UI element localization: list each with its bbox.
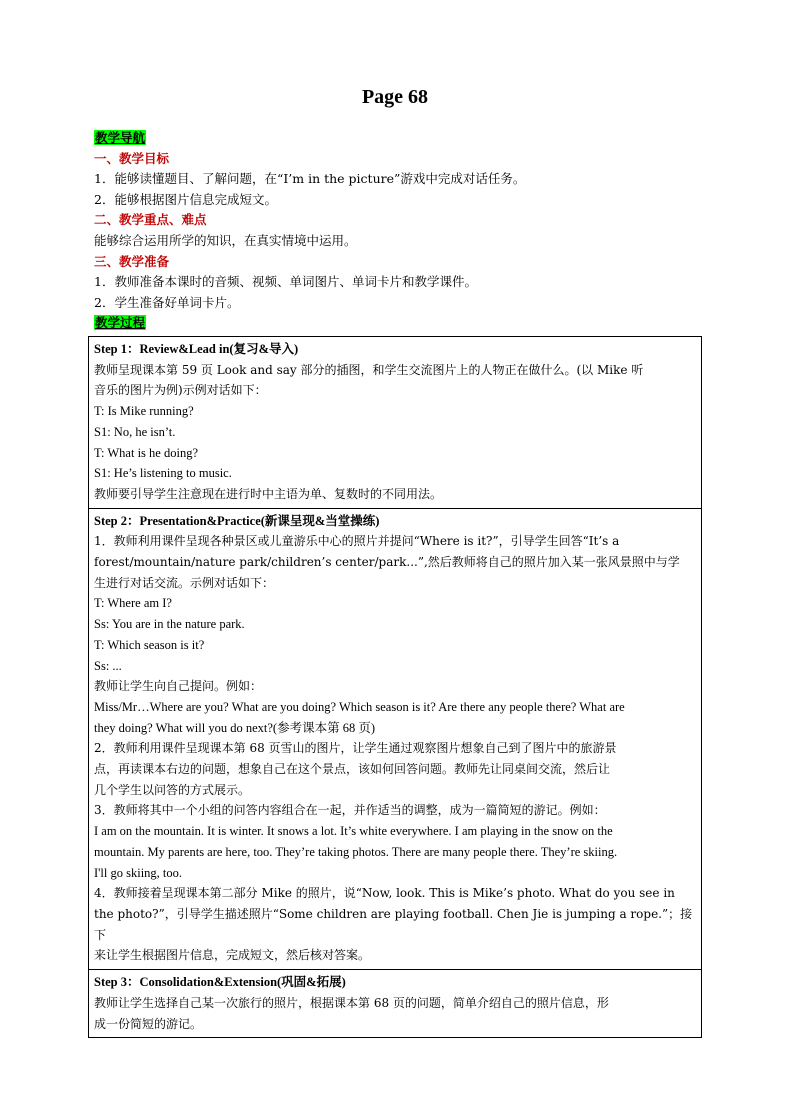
step2-questions: Miss/Mr…Where are you? What are you doing? Which season is it? Are there any people there? What are [94, 699, 625, 714]
key-points-text: 能够综合运用所学的知识，在真实情境中运用。 [94, 232, 357, 248]
guide-label: 教学导航 [95, 130, 146, 145]
page-title: Page 68 [361, 86, 429, 108]
step3-cell [89, 970, 702, 1038]
step1-intro: 教师呈现课本第 59 页 Look and say 部分的插图，和学生交流图片上的人物正在做什么。(以 Mike 听 [94, 362, 644, 377]
sample-travelogue: mountain. My parents are here, too. They’re taking photos. There are many people there. They’re skiing. [94, 844, 618, 859]
sample-travelogue: I'll go skiing, too. [94, 865, 183, 880]
step2-paragraph: 来让学生根据图片信息，完成短文，然后核对答案。 [94, 948, 371, 963]
step3-heading: Step 3：Consolidation&Extension(巩固&拓展) [94, 975, 346, 990]
preparation-heading: 三、教学准备 [94, 253, 170, 269]
step2-cell [89, 508, 702, 969]
step1-intro: 音乐的图片为例)示例对话如下： [94, 383, 267, 398]
step2-paragraph: forest/mountain/nature park/children’s center/park...”,然后教师将自己的照片加入某一张风景照中与学 [94, 555, 680, 570]
step3-text: 教师让学生选择自己某一次旅行的照片，根据课本第 68 页的问题，简单介绍自己的照片信息，形 [94, 995, 609, 1010]
step2-questions: they doing? What will you do next?(参考课本第 68 页) [94, 720, 375, 735]
teaching-process-table [88, 336, 702, 1038]
step1-note: 教师要引导学生注意现在进行时中主语为单、复数时的不同用法。 [94, 486, 443, 501]
step2-paragraph: the photo?”，引导学生描述照片“Some children are playing football. Chen Jie is jumping a rope.”；接下 [94, 906, 693, 942]
dialog-line: S1: No, he isn’t. [94, 424, 176, 439]
step2-paragraph: 1．教师利用课件呈现各种景区或儿童游乐中心的照片并提问“Where is it?”，引导学生回答“It’s a [94, 534, 620, 549]
objectives-heading: 一、教学目标 [94, 150, 170, 166]
step2-ask: 教师让学生向自己提问。例如： [94, 679, 263, 694]
step2-paragraph: 生进行对话交流。示例对话如下： [94, 575, 275, 590]
step1-heading: Step 1：Review&Lead in(复习&导入) [94, 342, 299, 356]
dialog-line: T: Where am I? [94, 596, 172, 611]
key-points-heading: 二、教学重点、难点 [94, 212, 207, 228]
step2-paragraph: 3．教师将其中一个小组的问答内容组合在一起，并作适当的调整，成为一篇简短的游记。例如： [94, 803, 606, 818]
step2-paragraph: 点，再读课本右边的问题，想象自己在这个景点，该如何回答问题。教师先让同桌间交流，然后让 [94, 762, 611, 777]
preparation-item: 2．学生准备好单词卡片。 [94, 294, 240, 310]
step2-paragraph: 几个学生以问答的方式展示。 [94, 782, 251, 797]
dialog-line: S1: He’s listening to music. [94, 466, 232, 481]
step2-paragraph: 2．教师利用课件呈现课本第 68 页雪山的图片，让学生通过观察图片想象自己到了图片中的旅游景 [94, 741, 617, 756]
process-label: 教学过程 [95, 315, 146, 331]
dialog-line: Ss: You are in the nature park. [94, 617, 245, 632]
dialog-line: T: What is he doing? [94, 445, 198, 460]
sample-travelogue: I am on the mountain. It is winter. It snows a lot. It’s white everywhere. I am playing in the snow on the [94, 824, 613, 839]
step1-cell [89, 337, 702, 509]
step2-heading: Step 2：Presentation&Practice(新课呈现&当堂操练) [94, 513, 380, 528]
dialog-line: T: Is Mike running? [94, 404, 194, 419]
step3-text: 成一份简短的游记。 [94, 1016, 203, 1031]
objective-item: 2．能够根据图片信息完成短文。 [94, 191, 277, 207]
dialog-line: Ss: ... [94, 658, 122, 673]
dialog-line: T: Which season is it? [94, 637, 205, 652]
step2-paragraph: 4．教师接着呈现课本第二部分 Mike 的照片，说“Now, look. This is Mike’s photo. What do you see in [94, 886, 675, 901]
objective-item: 1．能够读懂题目、了解问题，在“I’m in the picture”游戏中完成对话任务。 [94, 171, 526, 187]
teaching-guide-section [94, 128, 704, 334]
preparation-item: 1．教师准备本课时的音频、视频、单词图片、单词卡片和教学课件。 [94, 274, 477, 290]
